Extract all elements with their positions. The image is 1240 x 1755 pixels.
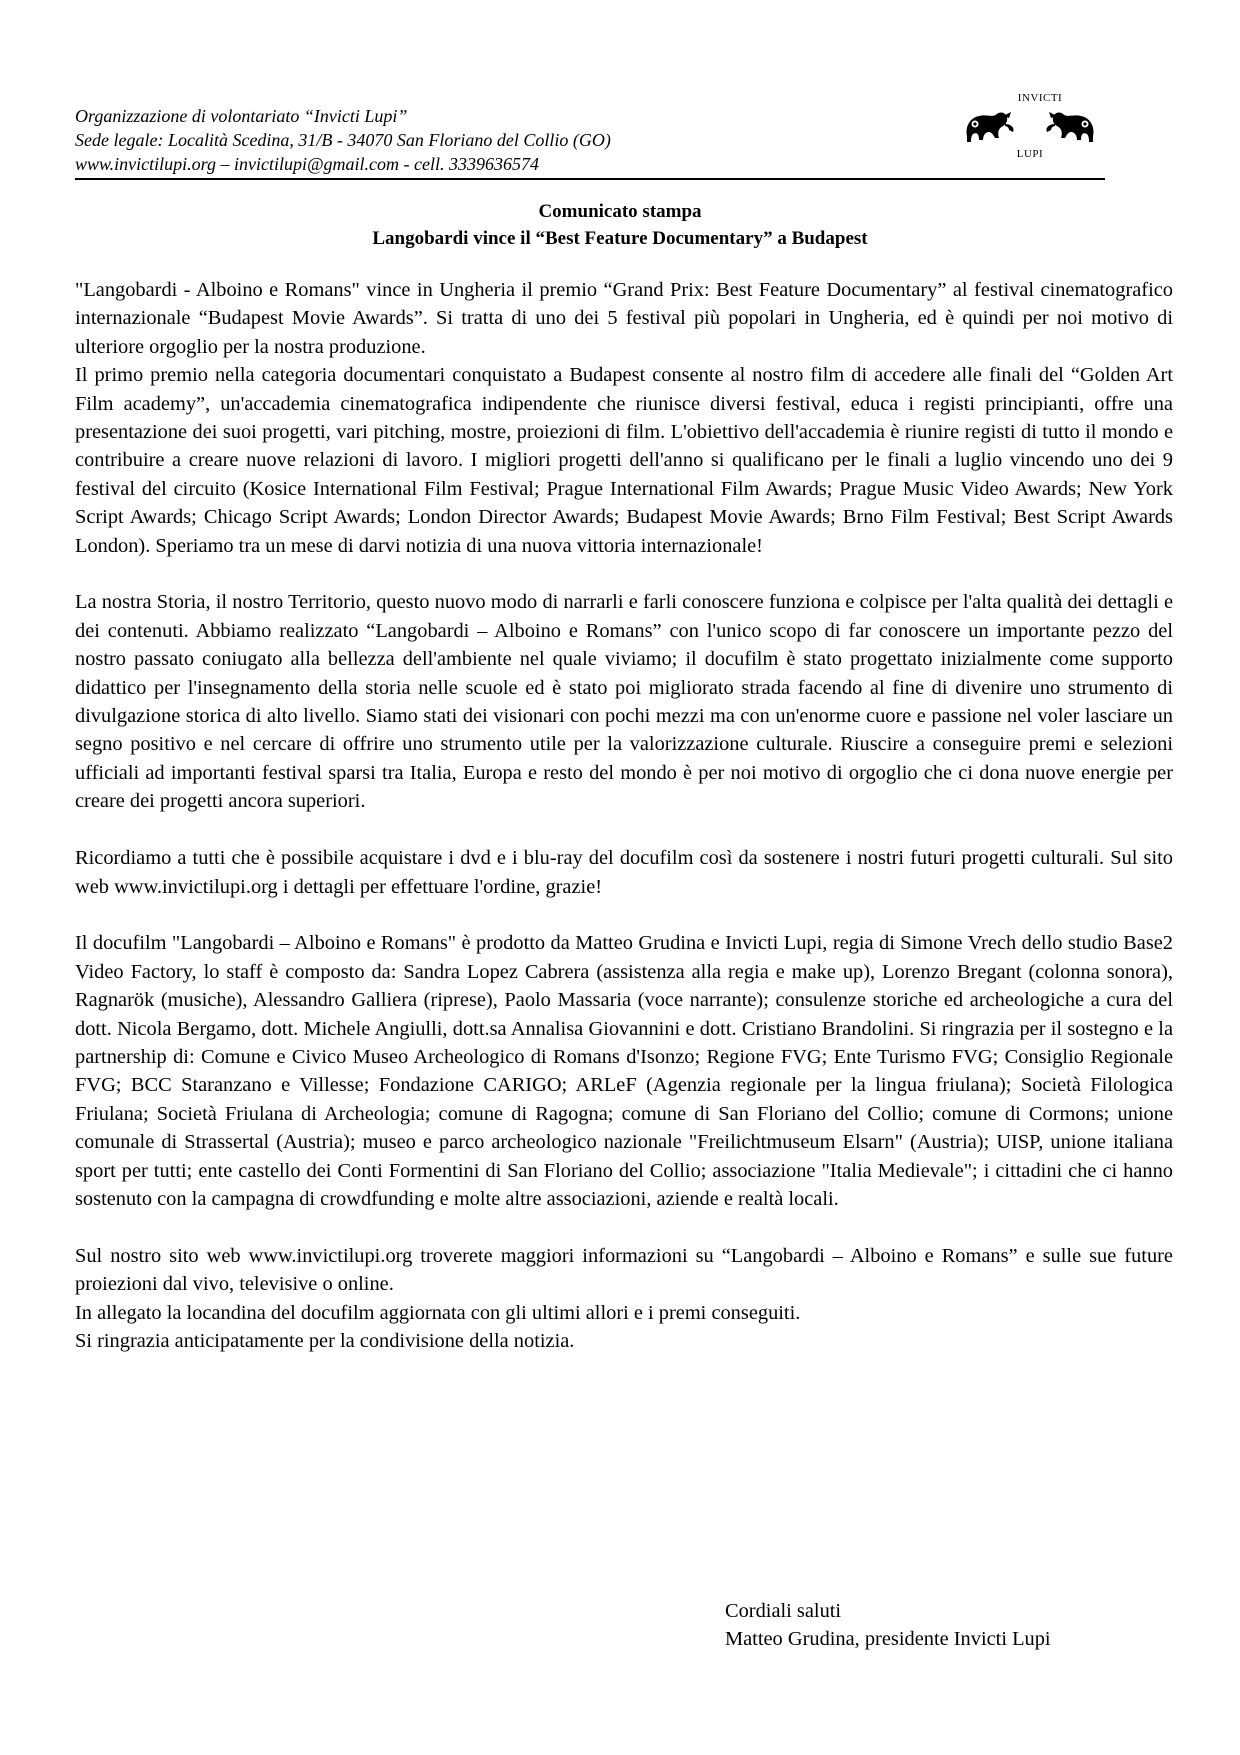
paragraph-spacer [75,901,1173,929]
logo-bottom-text: LUPI [1016,148,1044,160]
closing-greeting: Cordiali saluti [725,1600,842,1622]
paragraph-spacer [75,560,1173,588]
invicti-lupi-logo [955,92,1105,172]
paragraph-website: Sul nostro sito web www.invictilupi.org troverete maggiori informazioni su “Langobardi – Alboino e Romans” e sulle sue future proiezioni dal vivo, televisive o online. [75,1244,1173,1296]
document-title: Comunicato stampa [538,201,702,222]
logo-top-text: INVICTI [1017,92,1063,104]
document-subtitle: Langobardi vince il “Best Feature Documentary” a Budapest [372,228,868,249]
paragraph-purchase: Ricordiamo a tutti che è possibile acquistare i dvd e i blu-ray del docufilm così da sostenere i nostri futuri progetti culturali. Sul sito web www.invictilupi.org i dettagli per effettuare l'ordine, grazie! [75,847,1173,898]
wolves-emblem-icon [963,106,1097,146]
paragraph-academy: Il primo premio nella categoria documentari conquistato a Budapest consente al nostro film di accedere alle finali del “Golden Art Film academy”, un'accademia cinematografica indipendente che riunisce diversi festival, educa i registi principianti, offre una presentazione dei suoi progetti, vari pitching, mostre, proiezioni di film. L'obiettivo dell'accademia è riunire registi di tutto il mondo e contribuire a creare nuove relazioni di lavoro. I migliori progetti dell'anno si qualificano per le finali a luglio vincendo uno dei 9 festival del circuito (Kosice International Film Festival; Prague International Film Awards; Prague Music Video Awards; New York Script Awards; Chicago Script Awards; London Director Awards; Budapest Movie Awards; Brno Film Festival; Best Script Awards London). Speriamo tra un mese di darvi notizia di una nuova vittoria internazionale! [75,364,1173,557]
press-release-heading [0,198,1240,252]
paragraph-thanks: Si ringrazia anticipatamente per la condivisione della notizia. [75,1329,575,1352]
letterhead-divider [75,178,1105,180]
organization-name: Organizzazione di volontariato “Invicti Lupi” [75,106,408,126]
paragraph-award: "Langobardi - Alboino e Romans" vince in Ungheria il premio “Grand Prix: Best Feature Documentary” al festival cinematografico internazionale “Budapest Movie Awards”. Si tratta di uno dei 5 festival più popolari in Ungheria, ed è quindi per noi motivo di ulteriore orgoglio per la nostra produzione. [75,279,1173,358]
press-release-body [75,276,1173,1355]
letterhead-text [75,104,611,176]
paragraph-spacer [75,1213,1173,1241]
signature-block [725,1597,1051,1654]
paragraph-territory: La nostra Storia, il nostro Territorio, questo nuovo modo di narrarli e farli conoscere funziona e colpisce per l'alta qualità dei dettagli e dei contenuti. Abbiamo realizzato “Langobardi – Alboino e Romans” con l'unico scopo di far conoscere un importante pezzo del nostro passato coniugato alla bellezza dell'ambiente nel quale viviamo; il docufilm è stato progettato inizialmente come supporto didattico per l'insegnamento della storia nelle scuole ed è stato poi migliorato strada facendo al fine di divenire uno strumento di divulgazione storica di alto livello. Siamo stati dei visionari con pochi mezzi ma con un'enorme cuore e passione nel voler lasciare un segno positivo e nel cercare di offrire uno strumento utile per la valorizzazione culturale. Riuscire a conseguire premi e selezioni ufficiali ad importanti festival sparsi tra Italia, Europa e resto del mondo è per noi motivo di orgoglio che ci dona nuove energie per creare dei progetti ancora superiori. [75,591,1173,813]
paragraph-spacer [75,816,1173,844]
paragraph-attachment: In allegato la locandina del docufilm aggiornata con gli ultimi allori e i premi conseguiti. [75,1301,801,1324]
letterhead [75,92,1105,180]
contact-line: www.invictilupi.org – invictilupi@gmail.com - cell. 3339636574 [75,154,540,174]
signatory-name: Matteo Grudina, presidente Invicti Lupi [725,1628,1051,1651]
registered-address: Sede legale: Località Scedina, 31/B - 34070 San Floriano del Collio (GO) [75,130,611,150]
paragraph-credits: Il docufilm "Langobardi – Alboino e Romans" è prodotto da Matteo Grudina e Invicti Lupi, regia di Simone Vrech dello studio Base2 Video Factory, lo staff è composto da: Sandra Lopez Cabrera (assistenza alla regia e make up), Lorenzo Bregant (colonna sonora), Ragnarök (musiche), Alessandro Galliera (riprese), Paolo Massaria (voce narrante); consulenze storiche ed archeologiche a cura del dott. Nicola Bergamo, dott. Michele Angiulli, dott.sa Annalisa Giovannini e dott. Cristiano Brandolini. Si ringrazia per il sostegno e la partnership di: Comune e Civico Museo Archeologico di Romans d'Isonzo; Regione FVG; Ente Turismo FVG; Consiglio Regionale FVG; BCC Staranzano e Villesse; Fondazione CARIGO; ARLeF (Agenzia regionale per la lingua friulana); Società Filologica Friulana; Società Friulana di Archeologia; comune di Ragogna; comune di San Floriano del Collio; comune di Cormons; unione comunale di Strassertal (Austria); museo e parco archeologico nazionale "Freilichtmuseum Elsarn" (Austria); UISP, unione italiana sport per tutti; ente castello dei Conti Formentini di San Floriano del Collio; associazione "Italia Medievale"; i cittadini che ci hanno sostenuto con la campagna di crowdfunding e molte altre associazioni, aziende e realtà locali. [75,932,1173,1210]
